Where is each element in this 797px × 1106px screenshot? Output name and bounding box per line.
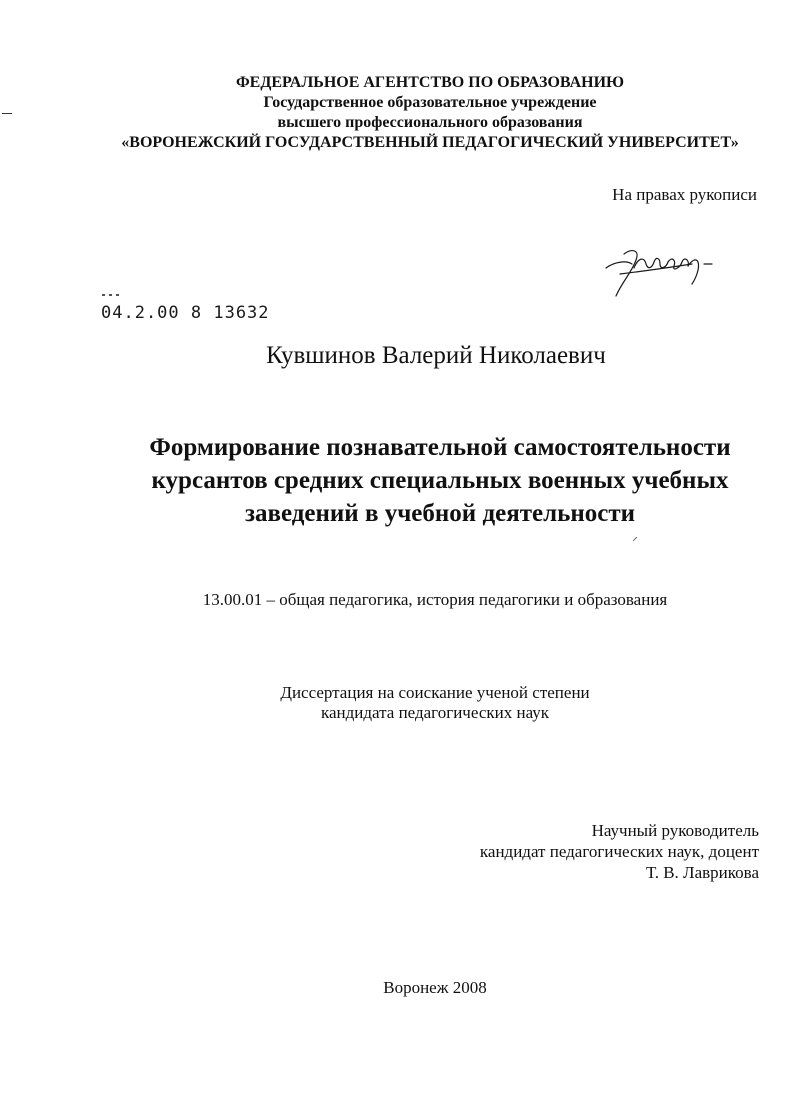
title-line: заведений в учебной деятельности (244, 500, 636, 527)
title-line: Формирование познавательной самостоятельности (149, 434, 731, 461)
university-name: «ВОРОНЕЖСКИЙ ГОСУДАРСТВЕННЫЙ ПЕДАГОГИЧЕСКИЙ УНИВЕРСИТЕТ» (121, 134, 739, 151)
archive-stamp-marks (101, 292, 121, 298)
agency-name: ФЕДЕРАЛЬНОЕ АГЕНТСТВО ПО ОБРАЗОВАНИЮ (235, 74, 625, 91)
education-level: высшего профессионального образования (277, 114, 583, 131)
author-name: Кувшинов Валерий Николаевич (266, 342, 606, 369)
archive-code: 04.2.00 8 13632 (101, 303, 270, 323)
margin-mark (2, 113, 12, 114)
institution-type: Государственное образовательное учреждение (263, 94, 597, 111)
document-header (80, 73, 780, 153)
signature-image (596, 238, 726, 302)
degree-line: кандидата педагогических наук (320, 703, 550, 722)
supervisor-role: Научный руководитель (591, 821, 759, 840)
rights-note: На правах рукописи (612, 185, 757, 204)
title-line: курсантов средних специальных военных учебных (151, 467, 729, 494)
supervisor-degree: кандидат педагогических наук, доцент (479, 842, 759, 861)
dissertation-title (100, 431, 780, 530)
supervisor-block (480, 820, 759, 883)
city-year: Воронеж 2008 (383, 978, 487, 997)
degree-line: Диссертация на соискание ученой степени (280, 683, 590, 702)
stray-mark (633, 537, 637, 541)
supervisor-name: Т. В. Лаврикова (646, 863, 759, 882)
specialty-code: 13.00.01 – общая педагогика, история педагогики и образования (202, 590, 668, 609)
dissertation-degree (100, 683, 770, 723)
